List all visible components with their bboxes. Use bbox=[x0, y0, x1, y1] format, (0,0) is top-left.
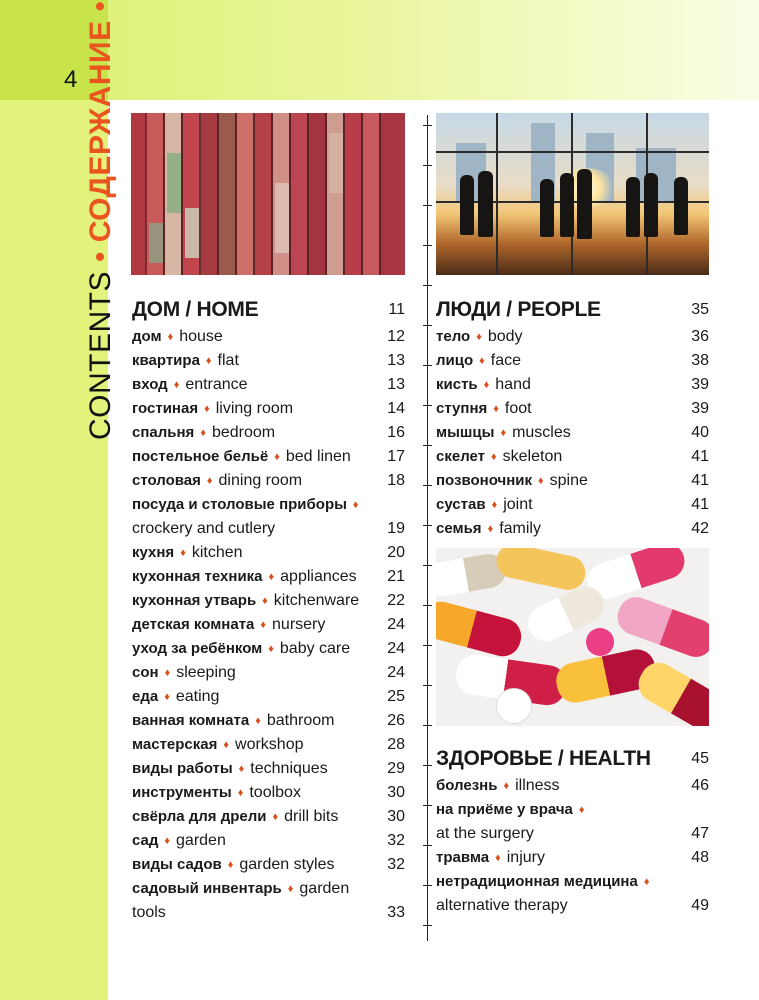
page-ref: 40 bbox=[691, 424, 709, 441]
page-ref: 19 bbox=[387, 520, 405, 537]
divider-tick bbox=[423, 605, 432, 606]
divider-tick bbox=[423, 485, 432, 486]
page-ref: 36 bbox=[691, 328, 709, 345]
divider-tick bbox=[423, 205, 432, 206]
photo-business-people bbox=[436, 113, 709, 275]
entry-ru: уход за ребёнком bbox=[132, 640, 263, 657]
page-ref: 25 bbox=[387, 688, 405, 705]
diamond-separator-icon: ♦ bbox=[268, 571, 275, 583]
side-title-ru: СОДЕРЖАНИЕ bbox=[84, 20, 117, 243]
entry-ru: травма bbox=[436, 849, 490, 866]
entry-ru: детская комната bbox=[132, 616, 255, 633]
toc-entry[interactable] bbox=[436, 517, 709, 541]
divider-tick bbox=[423, 805, 432, 806]
page-ref: 14 bbox=[387, 400, 405, 417]
toc-entry[interactable] bbox=[436, 325, 709, 349]
diamond-separator-icon: ♦ bbox=[262, 595, 268, 607]
entry-en: body bbox=[487, 328, 523, 345]
page-ref: 49 bbox=[691, 897, 709, 914]
diamond-separator-icon: ♦ bbox=[503, 780, 510, 792]
photo-wood-planks bbox=[131, 113, 405, 275]
page-ref: 46 bbox=[691, 777, 709, 794]
toc-entry[interactable] bbox=[132, 397, 405, 421]
diamond-separator-icon: ♦ bbox=[238, 763, 245, 775]
diamond-separator-icon: ♦ bbox=[352, 499, 359, 511]
toc-home-section bbox=[132, 295, 405, 925]
page-ref: 26 bbox=[387, 712, 405, 729]
page-ref: 11 bbox=[388, 301, 405, 318]
toc-entry[interactable] bbox=[132, 469, 405, 493]
toc-entry[interactable] bbox=[132, 877, 405, 901]
entry-ru: гостиная bbox=[132, 400, 199, 417]
page-ref: 42 bbox=[691, 520, 709, 537]
entry-en: toolbox bbox=[249, 784, 301, 801]
toc-entry[interactable] bbox=[436, 870, 709, 894]
section-heading[interactable] bbox=[132, 295, 405, 325]
entry-ru: постельное бельё bbox=[132, 448, 269, 465]
person-silhouette bbox=[478, 171, 493, 237]
toc-entry[interactable] bbox=[132, 613, 405, 637]
entry-ru: инструменты bbox=[132, 784, 232, 801]
entry-ru: кисть bbox=[436, 376, 478, 393]
divider-tick bbox=[423, 285, 432, 286]
divider-tick bbox=[423, 725, 432, 726]
entry-en: garden styles bbox=[239, 856, 335, 873]
pill bbox=[436, 598, 525, 661]
diamond-separator-icon: ♦ bbox=[237, 787, 244, 799]
entry-ru: лицо bbox=[436, 352, 474, 369]
diamond-separator-icon: ♦ bbox=[493, 403, 499, 415]
entry-ru: мышцы bbox=[436, 424, 495, 441]
page-ref: 13 bbox=[387, 376, 405, 393]
toc-entry[interactable] bbox=[132, 901, 405, 925]
entry-en: injury bbox=[506, 849, 545, 866]
diamond-separator-icon: ♦ bbox=[495, 852, 501, 864]
diamond-separator-icon: ♦ bbox=[491, 451, 497, 463]
diamond-separator-icon: ♦ bbox=[164, 667, 171, 679]
entry-en: appliances bbox=[280, 568, 357, 585]
toc-entry[interactable] bbox=[436, 397, 709, 421]
page-ref: 38 bbox=[691, 352, 709, 369]
toc-entry[interactable] bbox=[436, 349, 709, 373]
toc-entry[interactable] bbox=[132, 541, 405, 565]
toc-entry[interactable] bbox=[132, 565, 405, 589]
entry-ru: дом bbox=[132, 328, 162, 345]
person-silhouette bbox=[540, 179, 554, 237]
toc-entry[interactable] bbox=[132, 709, 405, 733]
section-heading[interactable] bbox=[436, 295, 709, 325]
diamond-separator-icon: ♦ bbox=[255, 715, 261, 727]
toc-entry[interactable] bbox=[132, 685, 405, 709]
entry-en: kitchen bbox=[191, 544, 243, 561]
person-silhouette bbox=[674, 177, 688, 235]
divider-tick bbox=[423, 765, 432, 766]
divider-tick bbox=[423, 325, 432, 326]
diamond-separator-icon: ♦ bbox=[538, 475, 544, 487]
side-title bbox=[86, 1, 116, 440]
toc-entry[interactable] bbox=[436, 774, 709, 798]
toc-entry[interactable] bbox=[132, 517, 405, 541]
wood-patch bbox=[185, 208, 199, 258]
side-title-en: CONTENTS bbox=[84, 271, 117, 440]
entry-ru: кухонная утварь bbox=[132, 592, 257, 609]
divider-tick bbox=[423, 405, 432, 406]
entry-ru: нетрадиционная медицина bbox=[436, 873, 638, 890]
person-silhouette bbox=[644, 173, 658, 237]
page-ref: 35 bbox=[691, 301, 709, 318]
entry-en: eating bbox=[175, 688, 220, 705]
entry-en: joint bbox=[503, 496, 533, 513]
diamond-separator-icon: ♦ bbox=[206, 475, 213, 487]
person-silhouette bbox=[560, 173, 574, 237]
page-ref: 17 bbox=[387, 448, 405, 465]
entry-en: garden bbox=[176, 832, 226, 849]
entry-en: house bbox=[179, 328, 223, 345]
entry-ru: столовая bbox=[132, 472, 201, 489]
page-ref: 13 bbox=[387, 352, 405, 369]
entry-en: illness bbox=[515, 777, 560, 794]
entry-ru: сустав bbox=[436, 496, 486, 513]
page-ref: 39 bbox=[691, 400, 709, 417]
entry-ru: вход bbox=[132, 376, 168, 393]
diamond-separator-icon: ♦ bbox=[164, 691, 170, 703]
entry-en: kitchenware bbox=[273, 592, 360, 609]
diamond-separator-icon: ♦ bbox=[164, 835, 171, 847]
divider-tick bbox=[423, 685, 432, 686]
entry-en: crockery and cutlery bbox=[132, 520, 276, 537]
entry-ru: садовый инвентарь bbox=[132, 880, 282, 897]
entry-ru: виды садов bbox=[132, 856, 222, 873]
wood-patch bbox=[329, 133, 343, 193]
diamond-separator-icon: ♦ bbox=[227, 859, 234, 871]
toc-entry[interactable] bbox=[436, 493, 709, 517]
entry-ru: скелет bbox=[436, 448, 486, 465]
diamond-separator-icon: ♦ bbox=[578, 804, 585, 816]
entry-en: nursery bbox=[272, 616, 326, 633]
page-ref: 20 bbox=[387, 544, 405, 561]
diamond-separator-icon: ♦ bbox=[260, 619, 267, 631]
section-heading-label: ЗДОРОВЬЕ / HEALTH bbox=[436, 747, 651, 770]
diamond-separator-icon: ♦ bbox=[483, 379, 490, 391]
page-ref: 32 bbox=[387, 856, 405, 873]
divider-tick bbox=[423, 645, 432, 646]
entry-en: family bbox=[499, 520, 541, 537]
page-ref: 22 bbox=[387, 592, 405, 609]
divider-tick bbox=[423, 365, 432, 366]
toc-entry[interactable] bbox=[132, 589, 405, 613]
entry-en: dining room bbox=[218, 472, 303, 489]
entry-en: tools bbox=[132, 904, 166, 921]
toc-entry[interactable] bbox=[436, 846, 709, 870]
entry-ru: спальня bbox=[132, 424, 195, 441]
diamond-separator-icon: ♦ bbox=[487, 523, 494, 535]
diamond-separator-icon: ♦ bbox=[479, 355, 485, 367]
entry-en: bathroom bbox=[266, 712, 335, 729]
entry-ru: свёрла для дрели bbox=[132, 808, 267, 825]
toc-entry[interactable] bbox=[436, 445, 709, 469]
toc-entry[interactable] bbox=[436, 421, 709, 445]
entry-ru: еда bbox=[132, 688, 159, 705]
diamond-separator-icon: ♦ bbox=[274, 451, 280, 463]
entry-en: muscles bbox=[512, 424, 571, 441]
tablet bbox=[496, 688, 532, 724]
entry-ru: ступня bbox=[436, 400, 488, 417]
diamond-separator-icon: ♦ bbox=[491, 499, 498, 511]
toc-entry[interactable] bbox=[436, 822, 709, 846]
toc-entry[interactable] bbox=[436, 373, 709, 397]
entry-en: drill bits bbox=[284, 808, 339, 825]
divider-tick bbox=[423, 845, 432, 846]
entry-en: sleeping bbox=[176, 664, 236, 681]
diamond-separator-icon: ♦ bbox=[476, 331, 482, 343]
entry-ru: сон bbox=[132, 664, 159, 681]
section-heading[interactable] bbox=[436, 744, 709, 774]
toc-entry[interactable] bbox=[436, 469, 709, 493]
toc-entry[interactable] bbox=[132, 373, 405, 397]
toc-entry[interactable] bbox=[132, 853, 405, 877]
entry-ru: посуда и столовые приборы bbox=[132, 496, 347, 513]
entry-en: living room bbox=[215, 400, 294, 417]
page-ref: 47 bbox=[691, 825, 709, 842]
page-ref: 21 bbox=[387, 568, 405, 585]
entry-en: flat bbox=[217, 352, 239, 369]
entry-ru: виды работы bbox=[132, 760, 233, 777]
page-ref: 30 bbox=[387, 784, 405, 801]
person-silhouette bbox=[577, 169, 592, 239]
toc-entry[interactable] bbox=[132, 781, 405, 805]
wood-patch bbox=[167, 153, 181, 213]
entry-en: bedroom bbox=[211, 424, 276, 441]
page-number: 4 bbox=[64, 66, 78, 93]
page-ref: 41 bbox=[691, 472, 709, 489]
person-silhouette bbox=[626, 177, 640, 237]
page-ref: 39 bbox=[691, 376, 709, 393]
entry-en: alternative therapy bbox=[436, 897, 568, 914]
page-ref: 41 bbox=[691, 448, 709, 465]
diamond-separator-icon: ♦ bbox=[223, 739, 230, 751]
entry-en: workshop bbox=[235, 736, 304, 753]
toc-entry[interactable] bbox=[132, 757, 405, 781]
side-title-dot: • bbox=[84, 251, 117, 263]
divider-tick bbox=[423, 445, 432, 446]
wood-patch bbox=[275, 183, 289, 253]
entry-en: hand bbox=[495, 376, 531, 393]
entry-ru: на приёме у врача bbox=[436, 801, 573, 818]
toc-entry[interactable] bbox=[436, 798, 709, 822]
diamond-separator-icon: ♦ bbox=[204, 403, 210, 415]
toc-entry[interactable] bbox=[132, 421, 405, 445]
diamond-separator-icon: ♦ bbox=[500, 427, 507, 439]
page-ref: 12 bbox=[387, 328, 405, 345]
divider-tick bbox=[423, 525, 432, 526]
toc-entry[interactable] bbox=[132, 829, 405, 853]
page-ref: 16 bbox=[387, 424, 405, 441]
toc-entry[interactable] bbox=[132, 733, 405, 757]
divider-tick bbox=[423, 885, 432, 886]
diamond-separator-icon: ♦ bbox=[268, 643, 274, 655]
toc-entry[interactable] bbox=[132, 493, 405, 517]
entry-ru: квартира bbox=[132, 352, 200, 369]
page-ref: 41 bbox=[691, 496, 709, 513]
section-heading-label: ДОМ / HOME bbox=[132, 298, 259, 321]
toc-entry[interactable] bbox=[436, 894, 709, 918]
entry-ru: кухонная техника bbox=[132, 568, 263, 585]
entry-ru: сад bbox=[132, 832, 159, 849]
page-ref: 33 bbox=[387, 904, 405, 921]
toc-entry[interactable] bbox=[132, 661, 405, 685]
entry-ru: ванная комната bbox=[132, 712, 250, 729]
divider-tick bbox=[423, 245, 432, 246]
page-ref: 32 bbox=[387, 832, 405, 849]
page-ref: 18 bbox=[387, 472, 405, 489]
window-frame bbox=[496, 113, 498, 275]
page-ref: 30 bbox=[387, 808, 405, 825]
entry-en: baby care bbox=[279, 640, 351, 657]
entry-ru: болезнь bbox=[436, 777, 498, 794]
entry-en: garden bbox=[299, 880, 350, 897]
toc-people-section bbox=[436, 295, 709, 541]
entry-en: foot bbox=[504, 400, 532, 417]
entry-en: at the surgery bbox=[436, 825, 534, 842]
page-ref: 28 bbox=[387, 736, 405, 753]
diamond-separator-icon: ♦ bbox=[173, 379, 180, 391]
entry-ru: позвоночник bbox=[436, 472, 533, 489]
diamond-separator-icon: ♦ bbox=[180, 547, 186, 559]
diamond-separator-icon: ♦ bbox=[643, 876, 650, 888]
divider-tick bbox=[423, 565, 432, 566]
diamond-separator-icon: ♦ bbox=[205, 355, 212, 367]
photo-pills bbox=[436, 548, 709, 726]
toc-entry[interactable] bbox=[132, 325, 405, 349]
wood-patch bbox=[149, 223, 163, 263]
pill bbox=[493, 548, 588, 593]
person-silhouette bbox=[460, 175, 474, 235]
entry-en: spine bbox=[549, 472, 588, 489]
entry-ru: кухня bbox=[132, 544, 175, 561]
diamond-separator-icon: ♦ bbox=[200, 427, 206, 439]
page-ref: 29 bbox=[387, 760, 405, 777]
divider-tick bbox=[423, 125, 432, 126]
divider-tick bbox=[423, 165, 432, 166]
diamond-separator-icon: ♦ bbox=[272, 811, 279, 823]
toc-entry[interactable] bbox=[132, 637, 405, 661]
section-heading-label: ЛЮДИ / PEOPLE bbox=[436, 298, 601, 321]
entry-en: entrance bbox=[185, 376, 248, 393]
side-title-dot-end: • bbox=[84, 0, 117, 12]
page-ref: 24 bbox=[387, 616, 405, 633]
toc-entry[interactable] bbox=[132, 805, 405, 829]
entry-ru: тело bbox=[436, 328, 471, 345]
divider-tick bbox=[423, 925, 432, 926]
tablet bbox=[586, 628, 614, 656]
entry-en: bed linen bbox=[285, 448, 351, 465]
entry-en: skeleton bbox=[502, 448, 563, 465]
diamond-separator-icon: ♦ bbox=[167, 331, 174, 343]
page-ref: 48 bbox=[691, 849, 709, 866]
page-ref: 45 bbox=[691, 750, 709, 767]
entry-ru: мастерская bbox=[132, 736, 218, 753]
toc-health-section bbox=[436, 744, 709, 918]
column-divider bbox=[427, 115, 428, 941]
entry-ru: семья bbox=[436, 520, 482, 537]
entry-en: techniques bbox=[250, 760, 328, 777]
entry-en: face bbox=[490, 352, 522, 369]
toc-entry[interactable] bbox=[132, 349, 405, 373]
diamond-separator-icon: ♦ bbox=[287, 883, 294, 895]
toc-entry[interactable] bbox=[132, 445, 405, 469]
page-ref: 24 bbox=[387, 640, 405, 657]
page-ref: 24 bbox=[387, 664, 405, 681]
